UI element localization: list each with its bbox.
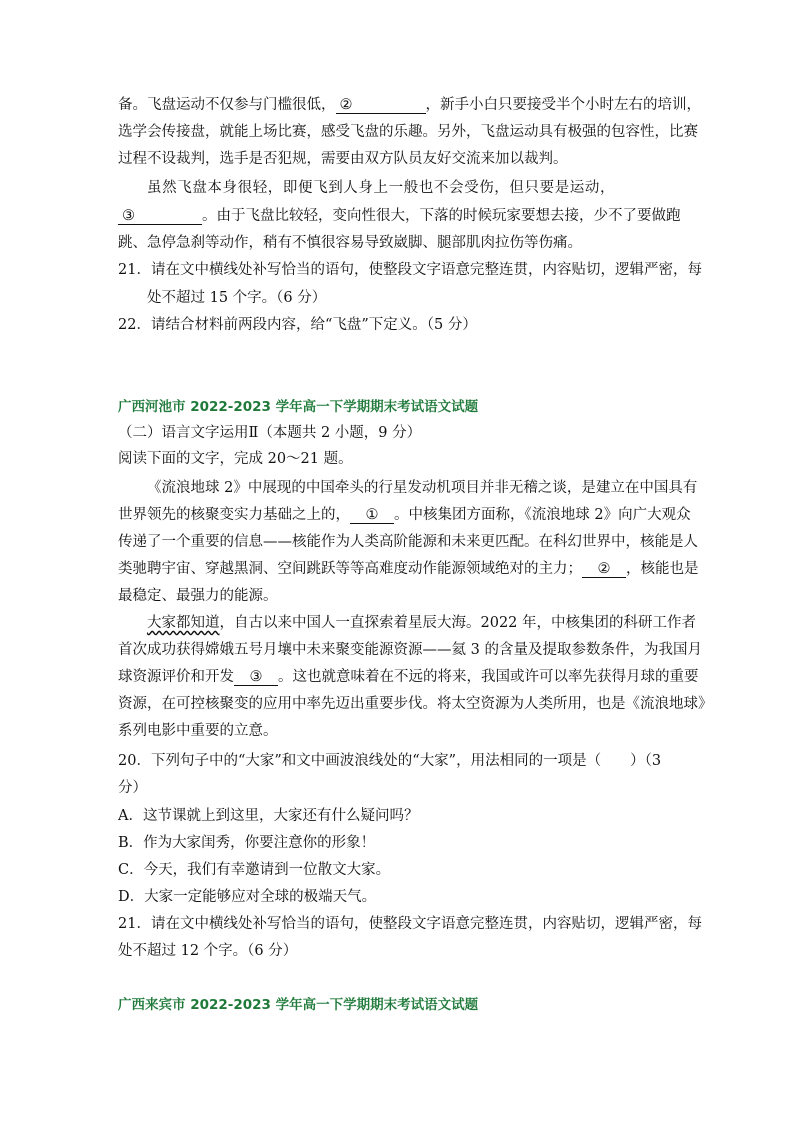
- option-a: A．这节课就上到这里，大家还有什么疑问吗？: [118, 808, 419, 824]
- option-d: D．大家一定能够应对全球的极端天气。: [118, 889, 377, 905]
- paragraph-line: [118, 667, 699, 687]
- question-21-cont: 处不超过 12 个字。（6 分）: [118, 943, 298, 959]
- wavy-underline-text: 大家都知道: [147, 615, 220, 631]
- paragraph-line: 虽然飞盘本身很轻，即便飞到人身上一般也不会受伤，但只要是运动，: [147, 180, 616, 196]
- answer-blank-2[interactable]: ②: [336, 97, 426, 114]
- paragraph-line: [118, 206, 681, 226]
- text-segment: 类驰聘宇宙、穿越黑洞、空间跳跃等等高难度动作能源领域绝对的主力；: [118, 561, 582, 577]
- text-segment: 球资源评价和开发: [118, 669, 234, 685]
- instruction: 阅读下面的文字，完成 20～21 题。: [118, 451, 353, 467]
- text-segment: ，新手小白只要接受半个小时左右的培训，: [425, 97, 701, 113]
- text-segment: ，核能也是: [626, 561, 699, 577]
- paragraph-line: 资源，在可控核聚变的应用中率先迈出重要步伐。将太空资源为人类所用，也是《流浪地球》: [118, 696, 713, 712]
- paragraph-line: 《流浪地球 2》中展现的中国牵头的行星发动机项目并非无稽之谈，是建立在中国具有: [147, 480, 698, 496]
- section-subtitle: （二）语言文字运用Ⅱ（本题共 2 小题，9 分）: [118, 425, 422, 441]
- option-b: B．作为大家闺秀，你要注意你的形象！: [118, 835, 376, 851]
- answer-blank-2[interactable]: ②: [582, 561, 626, 578]
- text-segment: 。这也就意味着在不远的将来，我国或许可以率先获得月球的重要: [278, 669, 699, 685]
- answer-blank-3[interactable]: ③: [234, 669, 278, 686]
- option-c: C．今天，我们有幸邀请到一位散文大家。: [118, 862, 391, 878]
- paragraph-line: [118, 505, 691, 525]
- paragraph-line: [147, 613, 696, 633]
- paragraph-line: 跳、急停急刹等动作，稍有不慎很容易导致崴脚、腿部肌肉拉伤等伤痛。: [118, 235, 582, 251]
- section-heading: 广西来宾市 2022-2023 学年高一下学期期末考试语文试题: [118, 997, 479, 1013]
- paragraph-line: 传递了一个重要的信息——核能作为人类高阶能源和未来更匹配。在科幻世界中，核能是人: [118, 534, 698, 550]
- text-segment: 。由于飞盘比较轻，变向性很大，下落的时候玩家要想去接，少不了要做跑: [202, 208, 681, 224]
- answer-blank-1[interactable]: ①: [350, 507, 394, 524]
- paragraph-line: 最稳定、最强力的能源。: [118, 588, 278, 604]
- paragraph-line: [118, 95, 701, 115]
- text-segment: 世界领先的核聚变实力基础之上的，: [118, 507, 350, 523]
- paragraph-line: 系列电影中重要的立意。: [118, 723, 278, 739]
- question-21-cont: 处不超过 15 个字。（6 分）: [147, 290, 327, 306]
- text-segment: 备。飞盘运动不仅参与门槛很低，: [118, 97, 336, 113]
- answer-blank-3[interactable]: ③: [118, 208, 202, 225]
- paragraph-line: 过程不设裁判，选手是否犯规，需要由双方队员友好交流来加以裁判。: [118, 151, 568, 167]
- paragraph-line: 首次成功获得嫦娥五号月壤中未来聚变能源资源——氦 3 的含量及提取参数条件，为我国月: [118, 642, 702, 658]
- section-heading: 广西河池市 2022-2023 学年高一下学期期末考试语文试题: [118, 399, 479, 415]
- paragraph-line: 选学会传接盘，就能上场比赛，感受飞盘的乐趣。另外，飞盘运动具有极强的包容性，比赛: [118, 124, 698, 140]
- paragraph-line: [118, 559, 699, 579]
- question-20-cont: 分）: [118, 780, 147, 796]
- question-21: 21．请在文中横线处补写恰当的语句，使整段文字语意完整连贯，内容贴切，逻辑严密，每: [118, 262, 702, 278]
- text-segment: ，自古以来中国人一直探索着星辰大海。2022 年，中核集团的科研工作者: [219, 615, 697, 631]
- question-20: 20．下列句子中的“大家”和文中画波浪线处的“大家”，用法相同的一项是（ ）（3: [118, 753, 662, 769]
- text-segment: 。中核集团方面称，《流浪地球 2》向广大观众: [394, 507, 691, 523]
- question-21: 21．请在文中横线处补写恰当的语句，使整段文字语意完整连贯，内容贴切，逻辑严密，每: [118, 916, 702, 932]
- question-22: 22．请结合材料前两段内容，给“飞盘”下定义。（5 分）: [118, 317, 477, 333]
